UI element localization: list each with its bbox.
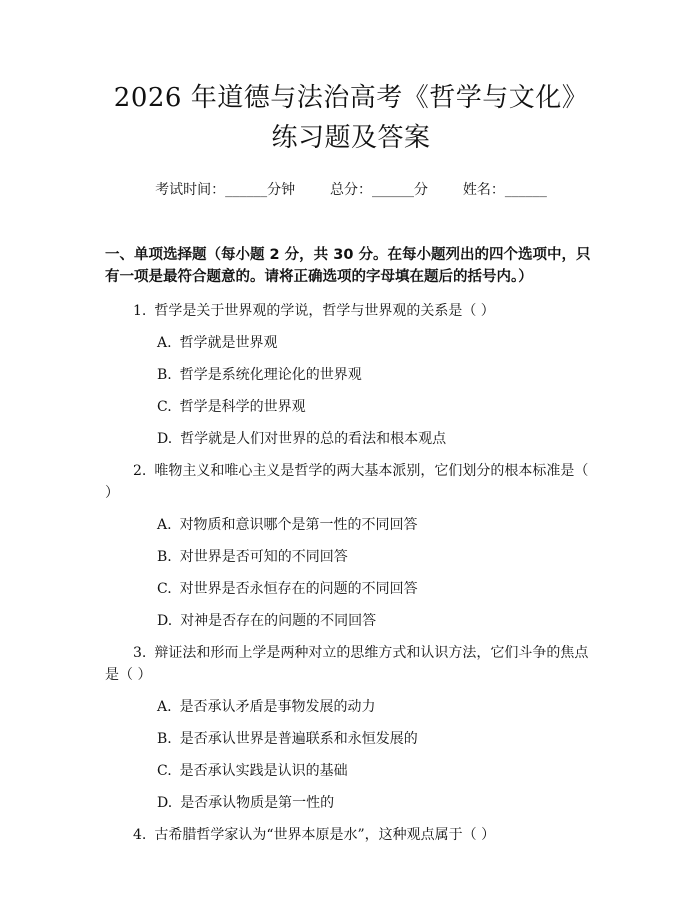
question-stem	[105, 642, 597, 686]
option-text: 是否承认矛盾是事物发展的动力	[179, 699, 376, 715]
option-text: 对物质和意识哪个是第一性的不同回答	[179, 517, 418, 533]
option-list	[105, 696, 597, 814]
option-list	[105, 514, 597, 632]
option-b	[105, 364, 597, 386]
total-score-field: 总分：______分	[330, 182, 428, 198]
option-list	[105, 332, 597, 450]
option-letter: A.	[157, 517, 172, 533]
option-letter: B.	[157, 549, 172, 565]
question-text: 古希腊哲学家认为“世界本原是水”，这种观点属于（ ）	[154, 827, 496, 843]
question-text: 哲学是关于世界观的学说，哲学与世界观的关系是（ ）	[154, 303, 495, 319]
question-number: 3.	[133, 645, 147, 661]
exam-time-field: 考试时间：______分钟	[155, 182, 296, 198]
option-a	[105, 696, 597, 718]
option-a	[105, 514, 597, 536]
option-letter: B.	[157, 731, 172, 747]
option-text: 哲学就是世界观	[179, 335, 278, 351]
option-text: 对神是否存在的问题的不同回答	[180, 613, 377, 629]
student-name-field: 姓名：______	[462, 182, 547, 198]
question-3	[105, 642, 597, 814]
question-number: 1.	[133, 303, 147, 319]
option-letter: C.	[157, 581, 172, 597]
option-letter: D.	[157, 795, 173, 811]
option-text: 是否承认实践是认识的基础	[179, 763, 348, 779]
question-stem	[105, 460, 597, 504]
option-letter: A.	[157, 699, 172, 715]
option-b	[105, 728, 597, 750]
option-text: 哲学就是人们对世界的总的看法和根本观点	[180, 431, 447, 447]
question-text: 唯物主义和唯心主义是哲学的两大基本派别，它们划分的根本标准是（ ）	[105, 463, 589, 501]
option-letter: C.	[157, 763, 172, 779]
question-number: 2.	[133, 463, 147, 479]
option-text: 是否承认物质是第一性的	[180, 795, 335, 811]
option-d	[105, 792, 597, 814]
option-c	[105, 578, 597, 600]
question-2	[105, 460, 597, 632]
option-text: 哲学是系统化理论化的世界观	[179, 367, 362, 383]
question-number: 4.	[133, 827, 147, 843]
option-letter: B.	[157, 367, 172, 383]
option-c	[105, 396, 597, 418]
question-1	[105, 300, 597, 450]
section-heading: 一、单项选择题（每小题 2 分，共 30 分。在每小题列出的四个选项中，只有一项是最符合题意的。请将正确选项的字母填在题后的括号内。）	[105, 247, 591, 285]
exam-info-line	[105, 180, 597, 200]
option-d	[105, 428, 597, 450]
option-a	[105, 332, 597, 354]
option-text: 对世界是否可知的不同回答	[179, 549, 348, 565]
question-stem	[105, 300, 597, 322]
question-list	[105, 300, 597, 846]
option-text: 是否承认世界是普遍联系和永恒发展的	[179, 731, 418, 747]
option-d	[105, 610, 597, 632]
question-stem	[105, 824, 597, 846]
question-4	[105, 824, 597, 846]
option-letter: D.	[157, 431, 173, 447]
option-text: 对世界是否永恒存在的问题的不同回答	[179, 581, 418, 597]
option-b	[105, 546, 597, 568]
option-letter: C.	[157, 399, 172, 415]
option-c	[105, 760, 597, 782]
option-letter: A.	[157, 335, 172, 351]
option-letter: D.	[157, 613, 173, 629]
question-text: 辩证法和形而上学是两种对立的思维方式和认识方法，它们斗争的焦点是（ ）	[105, 645, 589, 683]
document-title: 2026 年道德与法治高考《哲学与文化》练习题及答案	[113, 83, 589, 153]
option-text: 哲学是科学的世界观	[179, 399, 306, 415]
